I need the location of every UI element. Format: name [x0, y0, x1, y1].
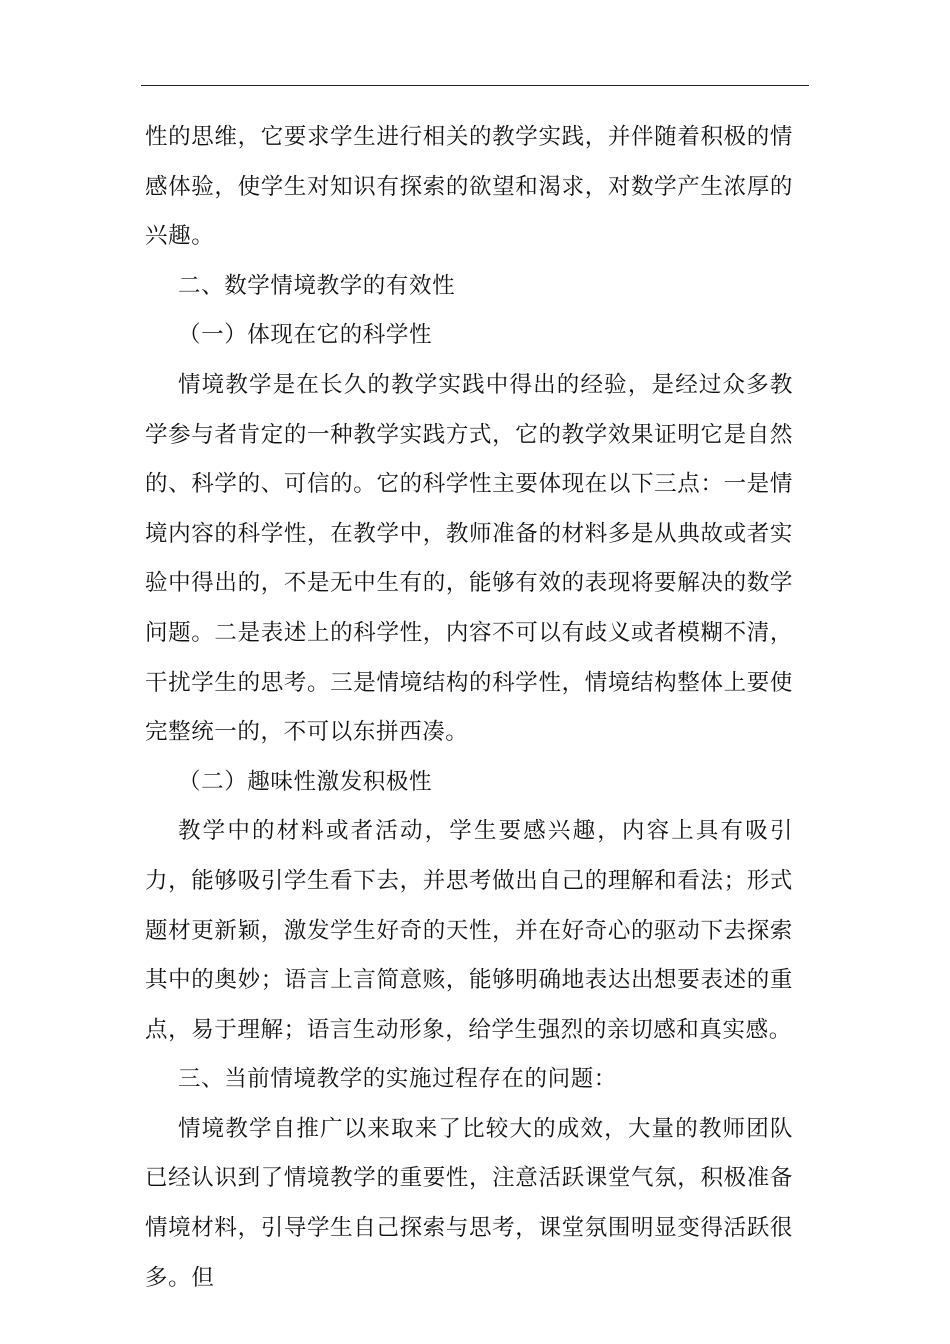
paragraph-continuation: 性的思维，它要求学生进行相关的教学实践，并伴随着积极的情感体验，使学生对知识有探索的欲望和渴求，对数学产生浓厚的兴趣。: [145, 124, 793, 250]
document-body: [145, 113, 793, 1303]
section-heading-effectiveness: 二、数学情境教学的有效性: [178, 272, 456, 299]
header-rule: [141, 85, 809, 86]
paragraph-scientific: 情境教学是在长久的教学实践中得出的经验，是经过众多教学参与者肯定的一种教学实践方式，它的教学效果证明它是自然的、科学的、可信的。它的科学性主要体现在以下三点：一是情境内容的科学性，在教学中，教师准备的材料多是从典故或者实验中得出的，不是无中生有的，能够有效的表现将要解决的数学问题。二是表述上的科学性，内容不可以有歧义或者模糊不清，干扰学生的思考。三是情境结构的科学性，情境结构整体上要使完整统一的，不可以东拼西凑。: [145, 371, 793, 746]
paragraph-interest: 教学中的材料或者活动，学生要感兴趣，内容上具有吸引力，能够吸引学生看下去，并思考做出自己的理解和看法；形式题材更新颖，激发学生好奇的天性，并在好奇心的驱动下去探索其中的奥妙；语言上言简意赅，能够明确地表达出想要表述的重点，易于理解；语言生动形象，给学生强烈的亲切感和真实感。: [145, 818, 793, 1043]
paragraph-problems: 情境教学自推广以来取来了比较大的成效，大量的教师团队已经认识到了情境教学的重要性，注意活跃课堂气氛，积极准备情境材料，引导学生自己探索与思考，课堂氛围明显变得活跃很多。但: [145, 1115, 793, 1291]
subsection-heading-interest: （二）趣味性激发积极性: [178, 768, 433, 795]
section-heading-problems: 三、当前情境教学的实施过程存在的问题：: [178, 1066, 617, 1093]
subsection-heading-scientific: （一）体现在它的科学性: [178, 322, 433, 349]
